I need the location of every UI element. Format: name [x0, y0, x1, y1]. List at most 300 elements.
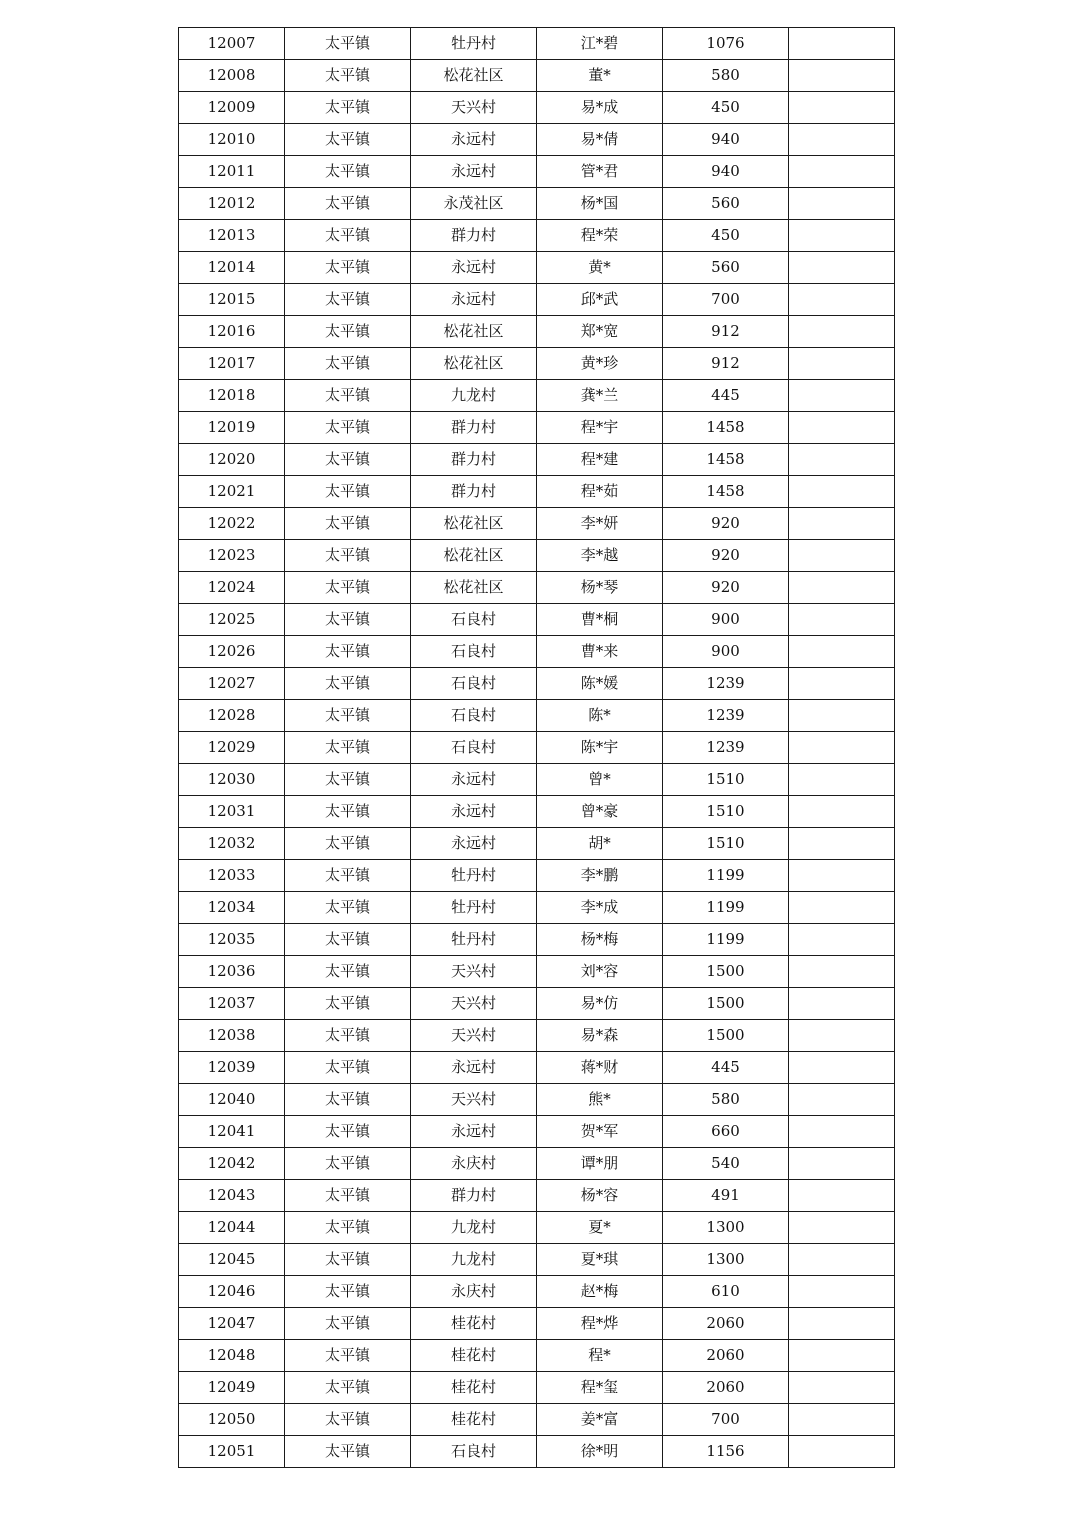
cell-village: 牡丹村 [411, 28, 537, 60]
cell-name: 管*君 [537, 156, 663, 188]
table-row [179, 604, 895, 636]
cell-town: 太平镇 [285, 764, 411, 796]
table-row [179, 828, 895, 860]
cell-note [789, 1404, 895, 1436]
cell-id: 12047 [179, 1308, 285, 1340]
cell-id: 12046 [179, 1276, 285, 1308]
cell-id: 12032 [179, 828, 285, 860]
cell-id: 12013 [179, 220, 285, 252]
cell-id: 12037 [179, 988, 285, 1020]
table-row [179, 636, 895, 668]
cell-town: 太平镇 [285, 188, 411, 220]
cell-town: 太平镇 [285, 1244, 411, 1276]
cell-note [789, 796, 895, 828]
cell-village: 牡丹村 [411, 924, 537, 956]
cell-village: 牡丹村 [411, 860, 537, 892]
cell-note [789, 1148, 895, 1180]
cell-id: 12042 [179, 1148, 285, 1180]
cell-id: 12014 [179, 252, 285, 284]
table-row [179, 124, 895, 156]
cell-note [789, 188, 895, 220]
cell-name: 刘*容 [537, 956, 663, 988]
cell-amount: 1510 [663, 764, 789, 796]
cell-note [789, 124, 895, 156]
cell-amount: 1300 [663, 1244, 789, 1276]
cell-village: 群力村 [411, 1180, 537, 1212]
cell-town: 太平镇 [285, 92, 411, 124]
table-row [179, 1308, 895, 1340]
cell-name: 李*成 [537, 892, 663, 924]
cell-amount: 700 [663, 1404, 789, 1436]
table-row [179, 1436, 895, 1468]
table-row [179, 284, 895, 316]
cell-id: 12040 [179, 1084, 285, 1116]
cell-id: 12012 [179, 188, 285, 220]
cell-name: 姜*富 [537, 1404, 663, 1436]
table-row [179, 1116, 895, 1148]
cell-name: 董* [537, 60, 663, 92]
table-row [179, 988, 895, 1020]
cell-id: 12016 [179, 316, 285, 348]
cell-name: 黄*珍 [537, 348, 663, 380]
cell-amount: 1239 [663, 700, 789, 732]
table-row [179, 92, 895, 124]
cell-note [789, 764, 895, 796]
cell-note [789, 668, 895, 700]
cell-name: 杨*梅 [537, 924, 663, 956]
cell-village: 永远村 [411, 1116, 537, 1148]
cell-name: 曹*桐 [537, 604, 663, 636]
cell-note [789, 604, 895, 636]
cell-village: 天兴村 [411, 92, 537, 124]
cell-amount: 1156 [663, 1436, 789, 1468]
cell-town: 太平镇 [285, 412, 411, 444]
cell-name: 李*越 [537, 540, 663, 572]
cell-note [789, 412, 895, 444]
cell-id: 12048 [179, 1340, 285, 1372]
cell-town: 太平镇 [285, 572, 411, 604]
cell-village: 永远村 [411, 764, 537, 796]
cell-town: 太平镇 [285, 316, 411, 348]
cell-village: 松花社区 [411, 508, 537, 540]
cell-note [789, 732, 895, 764]
cell-town: 太平镇 [285, 252, 411, 284]
cell-village: 松花社区 [411, 316, 537, 348]
cell-note [789, 380, 895, 412]
cell-note [789, 60, 895, 92]
cell-name: 程*荣 [537, 220, 663, 252]
table-row [179, 924, 895, 956]
cell-amount: 1510 [663, 828, 789, 860]
cell-amount: 2060 [663, 1372, 789, 1404]
cell-note [789, 1372, 895, 1404]
cell-id: 12041 [179, 1116, 285, 1148]
cell-town: 太平镇 [285, 604, 411, 636]
cell-village: 永远村 [411, 1052, 537, 1084]
table-row [179, 796, 895, 828]
cell-amount: 700 [663, 284, 789, 316]
cell-town: 太平镇 [285, 1148, 411, 1180]
cell-name: 李*妍 [537, 508, 663, 540]
cell-village: 石良村 [411, 1436, 537, 1468]
cell-name: 程*茹 [537, 476, 663, 508]
cell-town: 太平镇 [285, 860, 411, 892]
cell-amount: 1500 [663, 956, 789, 988]
cell-amount: 2060 [663, 1308, 789, 1340]
cell-village: 桂花村 [411, 1340, 537, 1372]
cell-id: 12026 [179, 636, 285, 668]
cell-id: 12015 [179, 284, 285, 316]
table-row [179, 380, 895, 412]
cell-village: 松花社区 [411, 540, 537, 572]
cell-town: 太平镇 [285, 1372, 411, 1404]
cell-name: 邱*武 [537, 284, 663, 316]
cell-amount: 1199 [663, 924, 789, 956]
cell-amount: 1239 [663, 732, 789, 764]
cell-id: 12028 [179, 700, 285, 732]
cell-town: 太平镇 [285, 988, 411, 1020]
cell-note [789, 924, 895, 956]
cell-note [789, 988, 895, 1020]
cell-note [789, 1020, 895, 1052]
cell-note [789, 1276, 895, 1308]
cell-name: 赵*梅 [537, 1276, 663, 1308]
cell-village: 九龙村 [411, 1244, 537, 1276]
cell-town: 太平镇 [285, 220, 411, 252]
cell-amount: 900 [663, 604, 789, 636]
cell-id: 12007 [179, 28, 285, 60]
cell-id: 12044 [179, 1212, 285, 1244]
cell-name: 李*鹏 [537, 860, 663, 892]
cell-amount: 1076 [663, 28, 789, 60]
cell-town: 太平镇 [285, 508, 411, 540]
cell-note [789, 860, 895, 892]
cell-village: 永庆村 [411, 1148, 537, 1180]
cell-village: 永远村 [411, 796, 537, 828]
cell-note [789, 284, 895, 316]
cell-amount: 445 [663, 380, 789, 412]
cell-name: 熊* [537, 1084, 663, 1116]
cell-note [789, 92, 895, 124]
table-row [179, 1372, 895, 1404]
table-row [179, 540, 895, 572]
table-row [179, 572, 895, 604]
cell-amount: 445 [663, 1052, 789, 1084]
cell-town: 太平镇 [285, 60, 411, 92]
cell-id: 12011 [179, 156, 285, 188]
cell-amount: 2060 [663, 1340, 789, 1372]
cell-name: 程* [537, 1340, 663, 1372]
cell-amount: 1300 [663, 1212, 789, 1244]
cell-note [789, 476, 895, 508]
cell-note [789, 1212, 895, 1244]
cell-name: 易*成 [537, 92, 663, 124]
cell-town: 太平镇 [285, 796, 411, 828]
cell-id: 12018 [179, 380, 285, 412]
cell-village: 永茂社区 [411, 188, 537, 220]
cell-name: 贺*军 [537, 1116, 663, 1148]
cell-village: 石良村 [411, 700, 537, 732]
cell-name: 蒋*财 [537, 1052, 663, 1084]
table-row [179, 348, 895, 380]
table-row [179, 764, 895, 796]
cell-village: 群力村 [411, 444, 537, 476]
cell-amount: 912 [663, 316, 789, 348]
cell-id: 12021 [179, 476, 285, 508]
cell-village: 天兴村 [411, 988, 537, 1020]
cell-note [789, 892, 895, 924]
cell-id: 12036 [179, 956, 285, 988]
cell-village: 牡丹村 [411, 892, 537, 924]
cell-amount: 900 [663, 636, 789, 668]
cell-village: 永庆村 [411, 1276, 537, 1308]
cell-note [789, 1308, 895, 1340]
cell-name: 程*宇 [537, 412, 663, 444]
cell-note [789, 28, 895, 60]
cell-name: 程*烨 [537, 1308, 663, 1340]
cell-amount: 580 [663, 1084, 789, 1116]
cell-name: 陈*媛 [537, 668, 663, 700]
cell-note [789, 444, 895, 476]
cell-town: 太平镇 [285, 892, 411, 924]
cell-id: 12038 [179, 1020, 285, 1052]
cell-town: 太平镇 [285, 956, 411, 988]
cell-amount: 1199 [663, 860, 789, 892]
cell-town: 太平镇 [285, 540, 411, 572]
cell-village: 群力村 [411, 476, 537, 508]
cell-village: 松花社区 [411, 348, 537, 380]
table-row [179, 1148, 895, 1180]
cell-name: 曹*来 [537, 636, 663, 668]
cell-note [789, 1340, 895, 1372]
cell-amount: 560 [663, 188, 789, 220]
cell-town: 太平镇 [285, 1308, 411, 1340]
document-page [178, 27, 894, 1468]
cell-amount: 660 [663, 1116, 789, 1148]
table-row [179, 1244, 895, 1276]
data-table [178, 27, 895, 1468]
cell-note [789, 1116, 895, 1148]
cell-name: 夏*琪 [537, 1244, 663, 1276]
cell-note [789, 348, 895, 380]
cell-name: 易*倩 [537, 124, 663, 156]
cell-town: 太平镇 [285, 828, 411, 860]
cell-town: 太平镇 [285, 636, 411, 668]
table-row [179, 188, 895, 220]
cell-name: 杨*容 [537, 1180, 663, 1212]
cell-village: 永远村 [411, 124, 537, 156]
cell-amount: 610 [663, 1276, 789, 1308]
cell-town: 太平镇 [285, 732, 411, 764]
cell-town: 太平镇 [285, 1180, 411, 1212]
cell-note [789, 540, 895, 572]
cell-town: 太平镇 [285, 1212, 411, 1244]
cell-town: 太平镇 [285, 348, 411, 380]
cell-note [789, 700, 895, 732]
cell-id: 12020 [179, 444, 285, 476]
table-row [179, 412, 895, 444]
cell-name: 易*森 [537, 1020, 663, 1052]
cell-town: 太平镇 [285, 1340, 411, 1372]
table-row [179, 1276, 895, 1308]
cell-name: 郑*宽 [537, 316, 663, 348]
cell-name: 徐*明 [537, 1436, 663, 1468]
cell-id: 12033 [179, 860, 285, 892]
cell-id: 12051 [179, 1436, 285, 1468]
cell-amount: 1458 [663, 476, 789, 508]
cell-id: 12025 [179, 604, 285, 636]
cell-note [789, 252, 895, 284]
table-row [179, 316, 895, 348]
cell-id: 12034 [179, 892, 285, 924]
cell-village: 永远村 [411, 252, 537, 284]
cell-note [789, 572, 895, 604]
cell-name: 曾*豪 [537, 796, 663, 828]
cell-town: 太平镇 [285, 284, 411, 316]
cell-amount: 1500 [663, 988, 789, 1020]
cell-amount: 920 [663, 540, 789, 572]
cell-amount: 560 [663, 252, 789, 284]
cell-town: 太平镇 [285, 1052, 411, 1084]
table-row [179, 956, 895, 988]
table-row [179, 668, 895, 700]
cell-id: 12022 [179, 508, 285, 540]
cell-amount: 920 [663, 508, 789, 540]
cell-name: 黄* [537, 252, 663, 284]
cell-id: 12009 [179, 92, 285, 124]
cell-town: 太平镇 [285, 156, 411, 188]
cell-village: 九龙村 [411, 380, 537, 412]
cell-town: 太平镇 [285, 1276, 411, 1308]
cell-town: 太平镇 [285, 476, 411, 508]
cell-village: 群力村 [411, 220, 537, 252]
cell-note [789, 636, 895, 668]
cell-village: 石良村 [411, 604, 537, 636]
table-row [179, 1340, 895, 1372]
table-row [179, 1020, 895, 1052]
cell-id: 12031 [179, 796, 285, 828]
cell-id: 12019 [179, 412, 285, 444]
cell-name: 夏* [537, 1212, 663, 1244]
cell-village: 天兴村 [411, 956, 537, 988]
cell-town: 太平镇 [285, 924, 411, 956]
table-row [179, 732, 895, 764]
table-row [179, 700, 895, 732]
cell-village: 九龙村 [411, 1212, 537, 1244]
cell-id: 12008 [179, 60, 285, 92]
cell-note [789, 828, 895, 860]
cell-name: 胡* [537, 828, 663, 860]
cell-note [789, 156, 895, 188]
cell-id: 12010 [179, 124, 285, 156]
cell-id: 12035 [179, 924, 285, 956]
cell-amount: 450 [663, 92, 789, 124]
cell-town: 太平镇 [285, 668, 411, 700]
table-row [179, 444, 895, 476]
cell-village: 永远村 [411, 828, 537, 860]
cell-village: 松花社区 [411, 572, 537, 604]
cell-village: 群力村 [411, 412, 537, 444]
cell-name: 易*仿 [537, 988, 663, 1020]
cell-village: 桂花村 [411, 1404, 537, 1436]
table-row [179, 1212, 895, 1244]
cell-village: 石良村 [411, 636, 537, 668]
table-row [179, 252, 895, 284]
cell-amount: 940 [663, 156, 789, 188]
cell-town: 太平镇 [285, 700, 411, 732]
cell-id: 12039 [179, 1052, 285, 1084]
cell-town: 太平镇 [285, 380, 411, 412]
cell-village: 石良村 [411, 732, 537, 764]
cell-name: 杨*琴 [537, 572, 663, 604]
cell-name: 龚*兰 [537, 380, 663, 412]
cell-id: 12027 [179, 668, 285, 700]
cell-town: 太平镇 [285, 1404, 411, 1436]
cell-id: 12023 [179, 540, 285, 572]
cell-town: 太平镇 [285, 1020, 411, 1052]
cell-id: 12045 [179, 1244, 285, 1276]
cell-amount: 1199 [663, 892, 789, 924]
table-row [179, 476, 895, 508]
cell-note [789, 1084, 895, 1116]
cell-id: 12049 [179, 1372, 285, 1404]
table-row [179, 1084, 895, 1116]
cell-amount: 912 [663, 348, 789, 380]
cell-village: 石良村 [411, 668, 537, 700]
table-row [179, 508, 895, 540]
table-row [179, 1404, 895, 1436]
cell-id: 12029 [179, 732, 285, 764]
cell-amount: 1239 [663, 668, 789, 700]
table-row [179, 60, 895, 92]
cell-name: 程*建 [537, 444, 663, 476]
cell-village: 松花社区 [411, 60, 537, 92]
cell-note [789, 1436, 895, 1468]
cell-amount: 580 [663, 60, 789, 92]
cell-amount: 920 [663, 572, 789, 604]
cell-id: 12017 [179, 348, 285, 380]
cell-amount: 940 [663, 124, 789, 156]
cell-note [789, 220, 895, 252]
cell-name: 江*碧 [537, 28, 663, 60]
cell-town: 太平镇 [285, 124, 411, 156]
table-row [179, 28, 895, 60]
cell-town: 太平镇 [285, 1116, 411, 1148]
cell-note [789, 1052, 895, 1084]
cell-village: 桂花村 [411, 1372, 537, 1404]
cell-name: 陈* [537, 700, 663, 732]
cell-amount: 1458 [663, 412, 789, 444]
table-row [179, 1052, 895, 1084]
cell-note [789, 956, 895, 988]
cell-id: 12050 [179, 1404, 285, 1436]
table-row [179, 220, 895, 252]
cell-amount: 491 [663, 1180, 789, 1212]
cell-village: 天兴村 [411, 1020, 537, 1052]
cell-village: 天兴村 [411, 1084, 537, 1116]
cell-village: 永远村 [411, 156, 537, 188]
cell-name: 曾* [537, 764, 663, 796]
table-row [179, 156, 895, 188]
cell-village: 桂花村 [411, 1308, 537, 1340]
cell-village: 永远村 [411, 284, 537, 316]
cell-name: 杨*国 [537, 188, 663, 220]
cell-id: 12043 [179, 1180, 285, 1212]
table-body [179, 28, 895, 1468]
cell-amount: 450 [663, 220, 789, 252]
cell-town: 太平镇 [285, 28, 411, 60]
cell-note [789, 316, 895, 348]
